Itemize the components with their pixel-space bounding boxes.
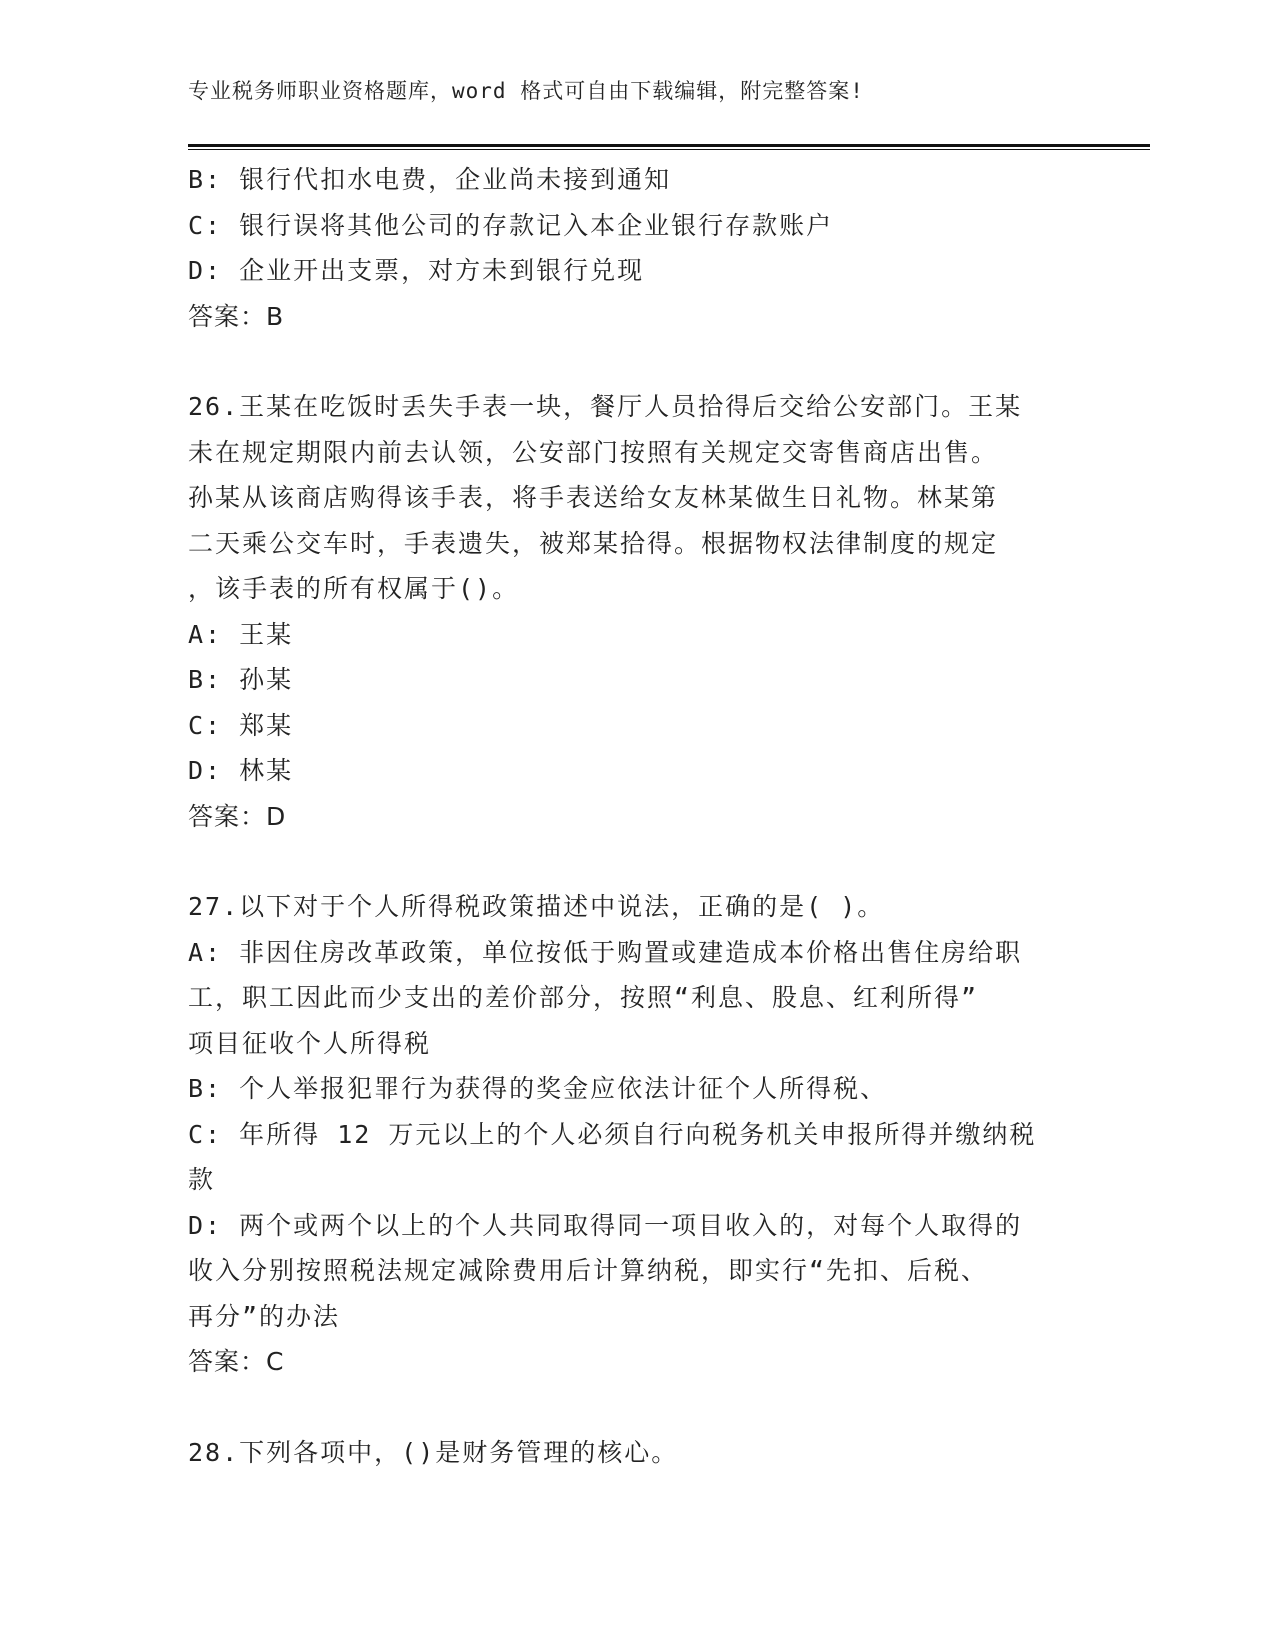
option-line: D: 两个或两个以上的个人共同取得同一项目收入的，对每个人取得的 — [188, 1210, 1023, 1240]
spacer — [188, 339, 1088, 384]
option-c: C: 郑某 — [188, 710, 294, 740]
question-25-options — [188, 157, 1088, 294]
page-header: 专业税务师职业资格题库，word 格式可自由下载编辑，附完整答案! — [188, 79, 864, 103]
option-line: 再分”的办法 — [188, 1301, 341, 1331]
question-stem-line: 未在规定期限内前去认领，公安部门按照有关规定交寄售商店出售。 — [188, 437, 999, 467]
option-b: B: 孙某 — [188, 665, 294, 694]
question-28 — [188, 1430, 1088, 1476]
question-26 — [188, 384, 1088, 839]
option-b: B: 银行代扣水电费，企业尚未接到通知 — [188, 165, 672, 194]
option-line: 款 — [188, 1165, 216, 1194]
question-25-answer: 答案：B — [188, 301, 285, 331]
spacer — [188, 1385, 1088, 1430]
question-stem-line: ，该手表的所有权属于()。 — [188, 574, 520, 603]
question-27-answer: 答案：C — [188, 1347, 285, 1376]
question-27 — [188, 884, 1088, 1385]
option-d: D: 企业开出支票，对方未到银行兑现 — [188, 256, 645, 285]
question-stem-line: 27.以下对于个人所得税政策描述中说法，正确的是( )。 — [188, 892, 885, 921]
header-rule-thick — [188, 144, 1150, 147]
spacer — [188, 839, 1088, 884]
option-a: A: 王某 — [188, 619, 294, 649]
header-rule-thin — [188, 149, 1150, 150]
question-stem-line: 26.王某在吃饭时丢失手表一块，餐厅人员拾得后交给公安部门。王某 — [188, 392, 1023, 421]
option-line: C: 年所得 12 万元以上的个人必须自行向税务机关申报所得并缴纳税 — [188, 1119, 1037, 1149]
question-content — [188, 157, 1088, 1475]
option-line: B: 个人举报犯罪行为获得的奖金应依法计征个人所得税、 — [188, 1074, 888, 1103]
option-line: 工，职工因此而少支出的差价部分，按照“利息、股息、红利所得” — [188, 983, 979, 1012]
option-d: D: 林某 — [188, 756, 294, 785]
question-stem-line: 28.下列各项中，()是财务管理的核心。 — [188, 1437, 679, 1467]
option-line: 收入分别按照税法规定减除费用后计算纳税，即实行“先扣、后税、 — [188, 1256, 989, 1285]
option-line: 项目征收个人所得税 — [188, 1028, 432, 1058]
question-stem-line: 二天乘公交车时，手表遗失，被郑某拾得。根据物权法律制度的规定 — [188, 528, 999, 558]
question-stem-line: 孙某从该商店购得该手表，将手表送给女友林某做生日礼物。林某第 — [188, 483, 999, 512]
question-26-answer: 答案：D — [188, 801, 287, 831]
option-line: A: 非因住房改革政策，单位按低于购置或建造成本价格出售住房给职 — [188, 937, 1023, 967]
option-c: C: 银行误将其他公司的存款记入本企业银行存款账户 — [188, 210, 834, 240]
